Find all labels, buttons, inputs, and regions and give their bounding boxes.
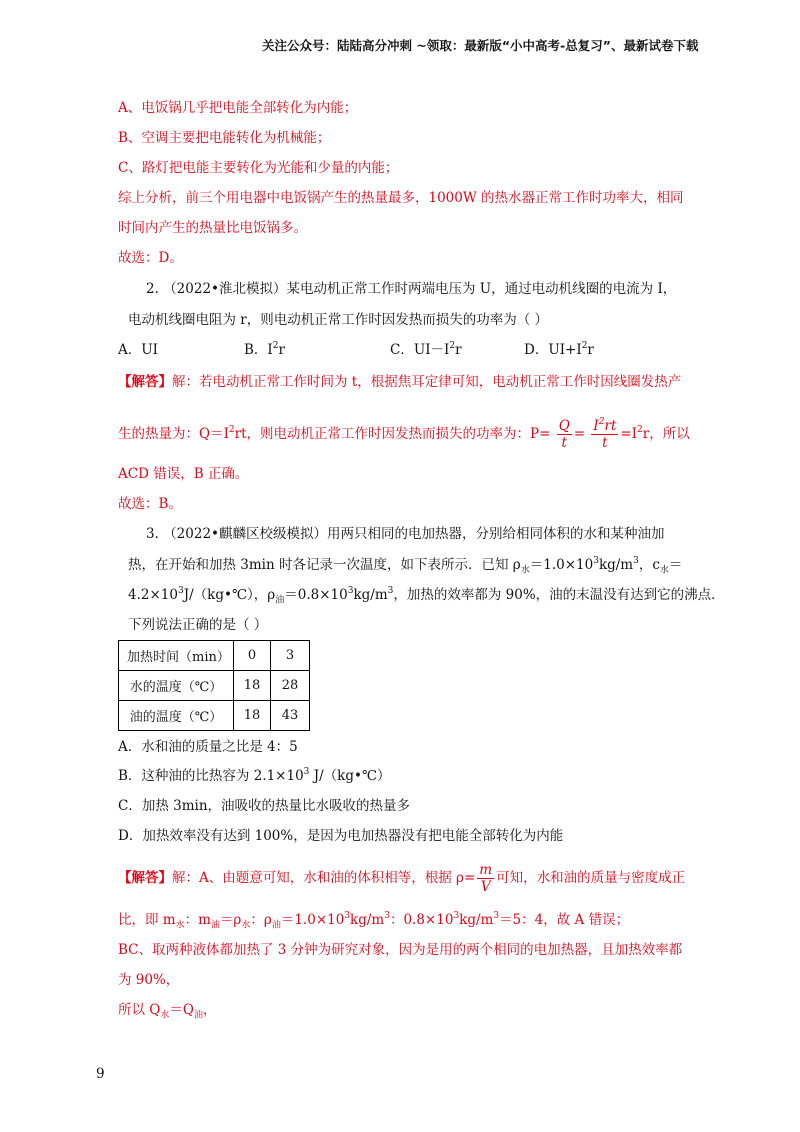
table-cell: 水的温度（℃） xyxy=(119,671,234,701)
q2-analysis-line3: ACD 错误，B 正确。 xyxy=(118,466,249,482)
table-cell: 3 xyxy=(271,641,310,671)
q3-analysis-line5: 所以 $Q_水=Q_油$， xyxy=(118,1002,217,1021)
table-cell: 43 xyxy=(271,701,310,731)
q2-stem-line2: 电动机线圈电阻为 r，则电动机正常工作时因发热而损失的功率为（ ） xyxy=(128,312,549,328)
table-row xyxy=(119,641,310,671)
q1-summary-line1: 综上分析，前三个用电器中电饭锅产生的热量最多，1000W 的热水器正常工作时功率大，相同 xyxy=(118,190,684,206)
q3-option-b: B．这种油的比热容为 $2.1\times 10^3$ J/（kg•℃） xyxy=(118,767,391,784)
page-header: 关注公众号：陆陆高分冲刺 ~领取：最新版“小中高考-总复习”、最新试卷下载 xyxy=(262,38,699,53)
q3-stem-line1: 3. （2022•麒麟区校级模拟）用两只相同的电加热器，分别给相同体积的水和某种油加 xyxy=(146,526,665,542)
table-cell: 28 xyxy=(271,671,310,701)
page-number: 9 xyxy=(96,1066,105,1082)
q2-analysis-line2: 生的热量为：$Q=I^2rt$，则电动机正常工作时因发热而损失的功率为：P= $\frac{Q}{t}$ = $\frac{I^2rt}{t}$ $=I^2r$，所以 xyxy=(118,417,690,451)
table-cell: 油的温度（℃） xyxy=(119,701,234,731)
q3-option-d: D．加热效率没有达到 100%，是因为电加热器没有把电能全部转化为内能 xyxy=(118,828,564,844)
q1-option-a-analysis: A、电饭锅几乎把电能全部转化为内能； xyxy=(118,100,358,116)
q3-fraction-m-over-v: $\frac{m}{V}$ xyxy=(479,862,493,895)
q2-stem-line1: 2. （2022•淮北模拟）某电动机正常工作时两端电压为 U，通过电动机线圈的电流为 I， xyxy=(146,281,677,297)
table-row xyxy=(119,671,310,701)
table-cell: 0 xyxy=(234,641,271,671)
q2-option-a: A．UI xyxy=(118,342,158,358)
q3-option-a: A．水和油的质量之比是 4：5 xyxy=(118,739,298,755)
q2-answer: 故选：B。 xyxy=(118,496,182,512)
q2-option-c: C．$UI-I^2r$ xyxy=(390,341,462,358)
q2-option-b: B．$I^2r$ xyxy=(244,341,285,358)
q3-analysis-line2: 比，即 $m_水$：$m_油=\rho_水$：$\rho_油=1.0\times 10^3kg/m^3$：$0.8\times 10^3kg/m^3=5$：4，故 A 错误； xyxy=(118,911,630,931)
q3-data-table xyxy=(118,640,310,731)
q3-analysis-line1: 【解答】解：A、由题意可知，水和油的体积相等，根据 ρ= $\frac{m}{V}$ 可知，水和油的质量与密度成正 xyxy=(118,862,686,895)
table-cell: 加热时间（min） xyxy=(119,641,234,671)
q2-fraction-i2rt-over-t: $\frac{I^2rt}{t}$ xyxy=(593,417,617,451)
q3-stem-line3: $4.2\times 10^3J/(kg•℃)$，$\rho_油=0.8\times 10^3kg/m^3$，加热的效率都为 90%，油的末温没有达到它的沸点． xyxy=(128,586,725,606)
q1-summary-line2: 时间内产生的热量比电饭锅多。 xyxy=(118,220,307,236)
table-row xyxy=(119,701,310,731)
q3-stem-line4: 下列说法正确的是（ ） xyxy=(128,617,268,633)
q1-answer: 故选：D。 xyxy=(118,250,183,266)
table-cell: 18 xyxy=(234,671,271,701)
q3-analysis-line3: BC、取两种液体都加热了 3 分钟为研究对象，因为是用的两个相同的电加热器，且加热效率都 xyxy=(118,942,683,958)
table-cell: 18 xyxy=(234,701,271,731)
q2-analysis-line1: 【解答】解：若电动机正常工作时间为 t，根据焦耳定律可知，电动机正常工作时因线圈发热产 xyxy=(118,374,682,390)
q3-stem-line2: 热，在开始和加热 3min 时各记录一次温度，如下表所示．已知 $\rho_水=1.0\times 10^3kg/m^3$，$c_水=$ xyxy=(128,556,683,576)
q1-option-b-analysis: B、空调主要把电能转化为机械能； xyxy=(118,130,331,146)
q1-option-c-analysis: C、路灯把电能主要转化为光能和少量的内能； xyxy=(118,160,399,176)
q2-option-d: D．$UI+I^2r$ xyxy=(524,341,594,358)
q3-analysis-line4: 为 90%， xyxy=(118,972,180,988)
q2-fraction-q-over-t: $\frac{Q}{t}$ xyxy=(558,418,570,451)
q3-option-c: C．加热 3min，油吸收的热量比水吸收的热量多 xyxy=(118,798,411,814)
